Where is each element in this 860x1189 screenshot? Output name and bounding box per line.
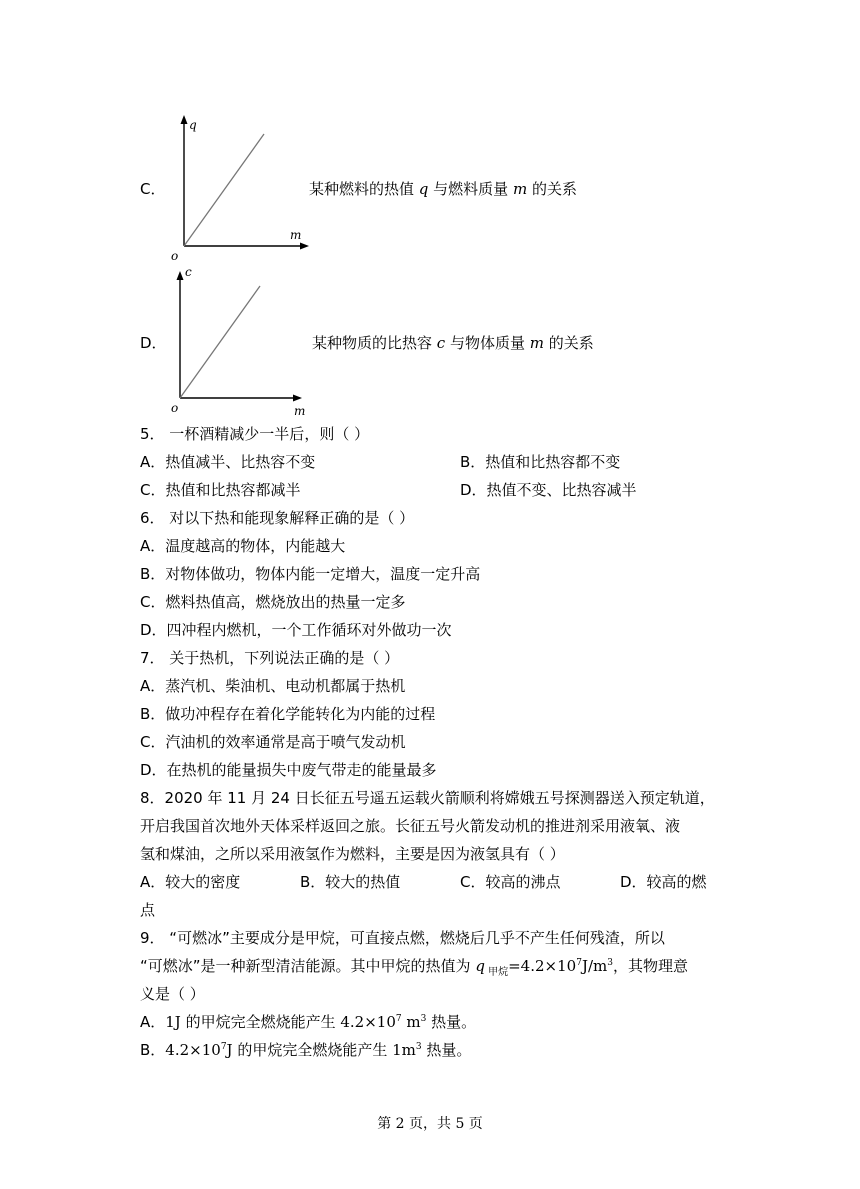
q5-option-c: C．热值和比热容都减半 xyxy=(140,481,301,499)
graph-c-caption: 某种燃料的热值 q 与燃料质量 m 的关系 xyxy=(309,180,577,198)
q9-option-b: B．$4.2\times 10^7J$ 的甲烷完全燃烧能产生 $1m^3$ 热量。 xyxy=(140,1041,472,1059)
q8-option-c: C．较高的沸点 xyxy=(460,873,561,891)
option-c-label: C． xyxy=(140,180,166,198)
q5-option-d: D．热值不变、比热容减半 xyxy=(460,481,637,499)
q8-option-b: B．较大的热值 xyxy=(300,873,401,891)
q8-stem-line3: 氢和煤油，之所以采用液氢作为燃料，主要是因为液氢具有（ ） xyxy=(140,845,565,863)
graph-c xyxy=(168,112,318,267)
q7-option-a: A．蒸汽机、柴油机、电动机都属于热机 xyxy=(140,677,406,695)
origin-label: o xyxy=(171,401,179,415)
q6-stem: 6． 对以下热和能现象解释正确的是（ ） xyxy=(140,509,415,527)
y-axis-label: c xyxy=(185,265,192,279)
q6-option-c: C．燃料热值高，燃烧放出的热量一定多 xyxy=(140,593,406,611)
q7-stem: 7． 关于热机，下列说法正确的是（ ） xyxy=(140,649,400,667)
q6-option-d: D．四冲程内燃机，一个工作循环对外做功一次 xyxy=(140,621,452,639)
q9-stem-line1: 9． “可燃冰”主要成分是甲烷，可直接点燃，燃烧后几乎不产生任何残渣，所以 xyxy=(140,929,665,947)
x-axis-label: m xyxy=(294,404,306,418)
option-d-label: D． xyxy=(140,334,167,352)
q5-stem: 5． 一杯酒精减少一半后，则（ ） xyxy=(140,425,370,443)
page-footer: 第 2 页，共 5 页 xyxy=(377,1116,483,1132)
origin-label: o xyxy=(171,249,179,263)
q8-stem-line2: 开启我国首次地外天体采样返回之旅。长征五号火箭发动机的推进剂采用液氧、液 xyxy=(140,817,681,835)
q9-stem-line2: “可燃冰”是一种新型清洁能源。其中甲烷的热值为 q $_{甲烷}=4.2\times 10^7J/m^3$，其物理意 xyxy=(140,957,688,978)
q9-stem-line3: 义是（ ） xyxy=(140,985,205,1003)
graph-d xyxy=(166,263,316,418)
x-axis-label: m xyxy=(290,228,302,242)
q5-option-a: A．热值减半、比热容不变 xyxy=(140,453,316,471)
q5-option-b: B．热值和比热容都不变 xyxy=(460,453,621,471)
q7-option-d: D．在热机的能量损失中废气带走的能量最多 xyxy=(140,761,437,779)
y-axis-arrow xyxy=(181,115,188,124)
plot-line xyxy=(180,286,260,398)
q6-option-a: A．温度越高的物体，内能越大 xyxy=(140,537,346,555)
q8-stem-line1: 8．2020 年 11 月 24 日长征五号遥五运载火箭顺利将嫦娥五号探测器送入预定轨道， xyxy=(140,789,715,807)
q6-option-b: B．对物体做功，物体内能一定增大，温度一定升高 xyxy=(140,565,481,583)
q9-option-a: A．1J 的甲烷完全燃烧能产生 $4.2\times 10^7$ $m^3$ 热量。 xyxy=(140,1013,477,1031)
q8-option-a: A．较大的密度 xyxy=(140,873,241,891)
q7-option-c: C．汽油机的效率通常是高于喷气发动机 xyxy=(140,733,406,751)
y-axis-arrow xyxy=(177,271,184,280)
q8-option-d: D．较高的燃 xyxy=(620,873,707,891)
q8-option-d-continued: 点 xyxy=(140,901,156,919)
plot-line xyxy=(184,134,264,246)
x-axis-arrow xyxy=(293,395,302,402)
y-axis-label: q xyxy=(189,118,197,132)
x-axis-arrow xyxy=(300,243,309,250)
q7-option-b: B．做功冲程存在着化学能转化为内能的过程 xyxy=(140,705,436,723)
graph-d-caption: 某种物质的比热容 c 与物体质量 m 的关系 xyxy=(312,334,594,352)
